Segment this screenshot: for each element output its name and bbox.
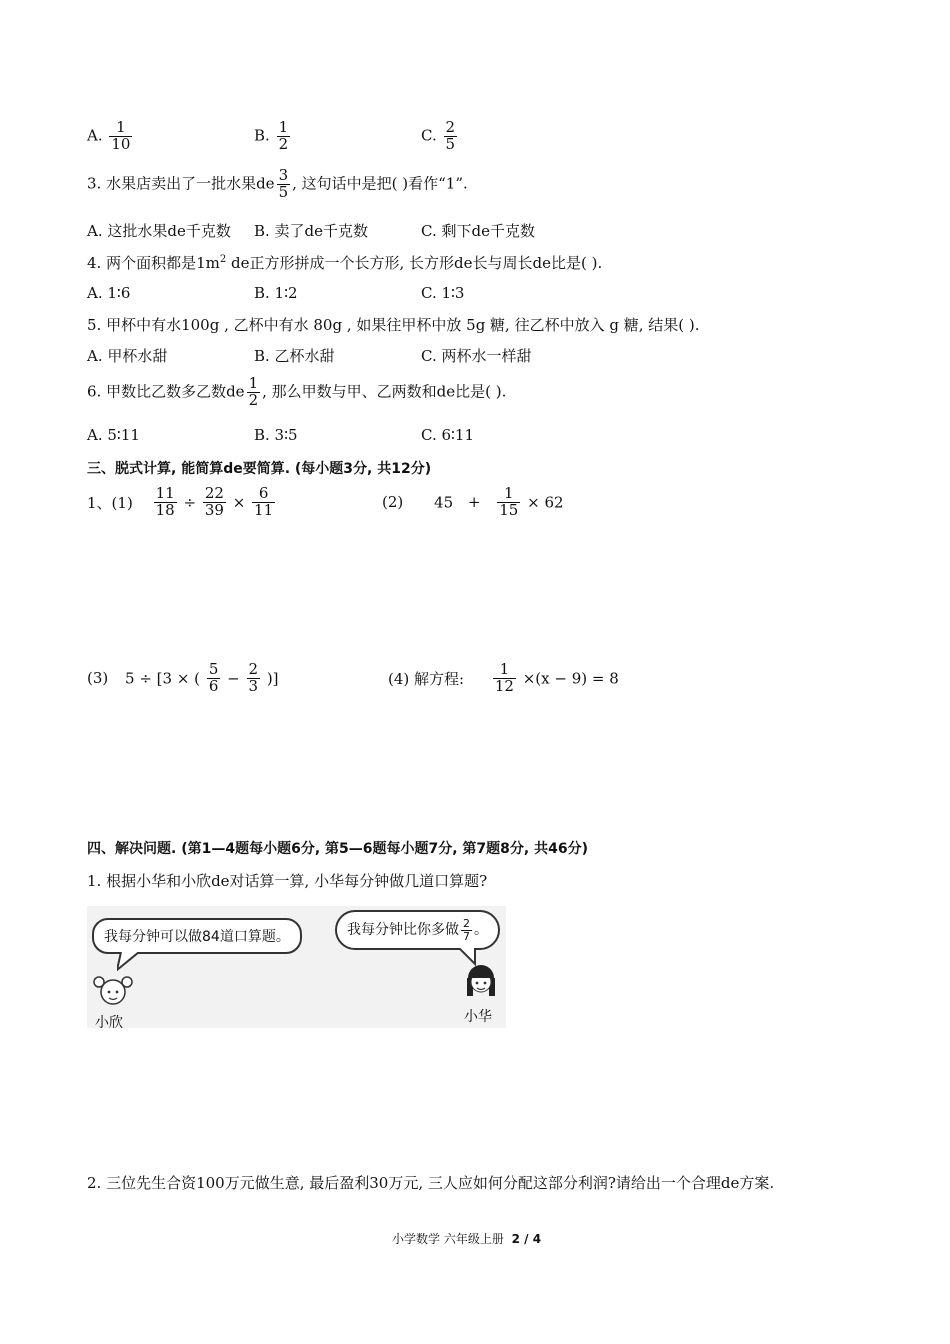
q6-option-c: C. 6∶11 (421, 426, 475, 444)
girl-right-icon (459, 960, 503, 1002)
option-a: A. $\frac{1}{10}$ (87, 118, 131, 153)
problem-1: 1. 根据小华和小欣de对话算一算, 小华每分钟做几道口算题? (87, 872, 488, 890)
page-number: 2 / 4 (511, 1232, 542, 1246)
dialogue-illustration (87, 906, 506, 1028)
q5-option-b: B. 乙杯水甜 (254, 347, 335, 365)
calc-1: 1、(1) $\frac{11}{18}$ ÷ $\frac{22}{39}$ × $\frac{6}{11}$ (87, 484, 274, 519)
q4-option-b: B. 1∶2 (254, 284, 298, 302)
speech-bubble-right: 我每分钟比你多做 $\frac{2}{7}$ 。 (335, 910, 500, 950)
problem-2: 2. 三位先生合资100万元做生意, 最后盈利30万元, 三人应如何分配这部分利润?请给出一个合理de方案. (87, 1174, 775, 1192)
calc-4: (4) 解方程: $\frac{1}{12}$ ×(x − 9) = 8 (388, 660, 619, 695)
question-6: 6. 甲数比乙数多乙数de $\frac{1}{2}$ , 那么甲数与甲、乙两数和de比是( ). (87, 374, 507, 409)
question-5: 5. 甲杯中有水100g , 乙杯中有水 80g , 如果往甲杯中放 5g 糖, 往乙杯中放入 g 糖, 结果( ). (87, 316, 700, 334)
question-3: 3. 水果店卖出了一批水果de $\frac{3}{5}$ , 这句话中是把( )看作“1”. (87, 166, 468, 201)
q3-option-c: C. 剩下de千克数 (421, 222, 535, 240)
footer (392, 1230, 541, 1247)
q4-option-c: C. 1∶3 (421, 284, 465, 302)
bubble-tail-left (117, 952, 147, 972)
option-c: C. $\frac{2}{5}$ (421, 118, 456, 153)
q6-option-a: A. 5∶11 (87, 426, 140, 444)
q4-option-a: A. 1∶6 (87, 284, 131, 302)
q3-option-b: B. 卖了de千克数 (254, 222, 369, 240)
q6-option-b: B. 3∶5 (254, 426, 298, 444)
q5-option-c: C. 两杯水一样甜 (421, 347, 532, 365)
q3-option-a: A. 这批水果de千克数 (87, 222, 231, 240)
footer-subject: 小学数学 六年级上册 (392, 1232, 504, 1246)
section-4-title: 四、解决问题. (第1—4题每小题6分, 第5—6题每小题7分, 第7题8分, 共46分) (87, 841, 588, 857)
q5-option-a: A. 甲杯水甜 (87, 347, 168, 365)
name-xiaoxin: 小欣 (95, 1015, 123, 1028)
name-xiaohua: 小华 (464, 1009, 492, 1025)
section-3-title: 三、脱式计算, 能简算de要简算. (每小题3分, 共12分) (87, 461, 432, 477)
calc-2: (2) 45 + $\frac{1}{15}$ × 62 (382, 484, 564, 519)
option-b: B. $\frac{1}{2}$ (254, 118, 289, 153)
calc-3: (3) 5 ÷ [3 × ( $\frac{5}{6}$ − $\frac{2}{3}$ )] (87, 660, 279, 695)
question-4: 4. 两个面积都是$1m^2$ de正方形拼成一个长方形, 长方形de长与周长de比是( ). (87, 254, 603, 272)
speech-bubble-left: 我每分钟可以做84道口算题。 (92, 918, 302, 954)
girl-left-icon (91, 972, 135, 1008)
